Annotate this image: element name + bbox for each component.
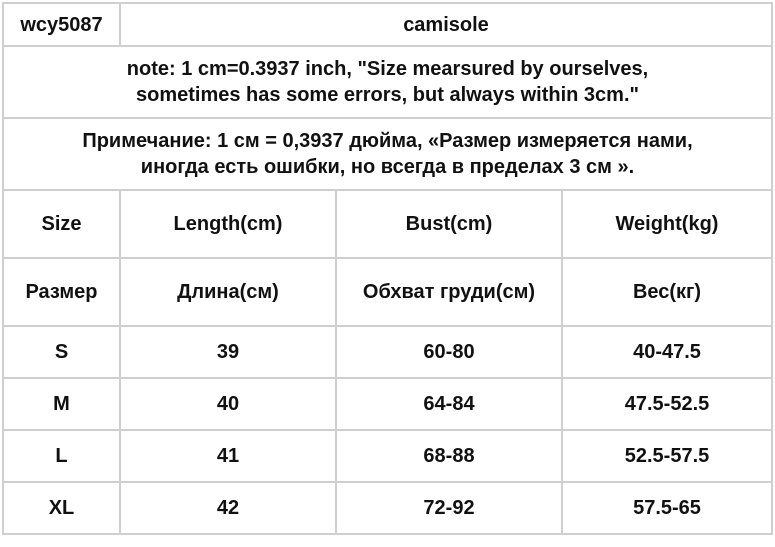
english-note [3,46,772,118]
russian-note-line: Примечание: 1 см = 0,3937 дюйма, «Размер измеряется нами, [82,130,693,152]
header-size: Size [3,190,120,258]
table-row [3,378,772,430]
bust-cell: 60-80 [336,326,562,378]
length-cell: 42 [120,482,336,534]
table-row [3,482,772,534]
size-cell: L [3,430,120,482]
bust-cell: 64-84 [336,378,562,430]
russian-note-line: иногда есть ошибки, но всегда в пределах 3 см ». [140,156,635,178]
title-row [3,3,772,46]
size-cell: XL [3,482,120,534]
weight-cell: 47.5-52.5 [562,378,772,430]
bust-cell: 72-92 [336,482,562,534]
russian-note [3,118,772,190]
bust-cell: 68-88 [336,430,562,482]
weight-cell: 40-47.5 [562,326,772,378]
header-bust-ru: Обхват груди(см) [336,258,562,326]
length-cell: 40 [120,378,336,430]
header-weight-ru: Вес(кг) [562,258,772,326]
russian-note-row [3,118,772,190]
size-cell: S [3,326,120,378]
size-table [2,2,773,535]
header-size-ru: Размер [3,258,120,326]
table-row [3,326,772,378]
size-chart [2,2,773,543]
header-length: Length(cm) [120,190,336,258]
header-bust: Bust(cm) [336,190,562,258]
header-row-english [3,190,772,258]
weight-cell: 52.5-57.5 [562,430,772,482]
product-name-cell: camisole [120,3,772,46]
sku-cell: wcy5087 [3,3,120,46]
header-row-russian [3,258,772,326]
size-cell: M [3,378,120,430]
english-note-line: sometimes has some errors, but always within 3cm." [136,84,639,106]
header-weight: Weight(kg) [562,190,772,258]
table-row [3,430,772,482]
length-cell: 39 [120,326,336,378]
english-note-line: note: 1 cm=0.3937 inch, "Size mearsured by ourselves, [126,58,649,80]
english-note-row [3,46,772,118]
weight-cell: 57.5-65 [562,482,772,534]
length-cell: 41 [120,430,336,482]
header-length-ru: Длина(см) [120,258,336,326]
